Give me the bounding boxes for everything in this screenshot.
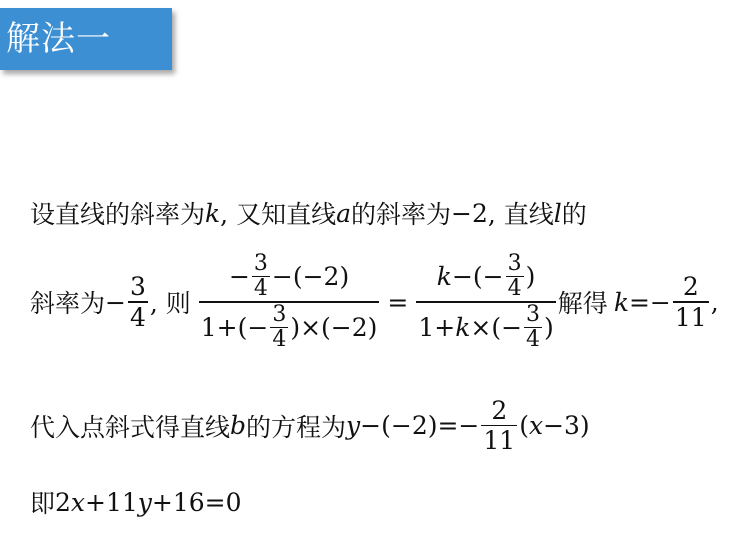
denominator: 4 [253, 276, 268, 302]
text: 即 [30, 489, 56, 518]
numerator: 3 [507, 251, 522, 276]
text-line-3 [30, 396, 590, 455]
text: , [710, 287, 719, 317]
denominator: 4 [507, 276, 522, 302]
text: 2 [55, 487, 71, 517]
text: 代入点斜式得直线 [30, 412, 231, 442]
var-b: b [230, 411, 247, 441]
denominator: 11 [483, 426, 516, 456]
fraction-slope-l [128, 272, 148, 331]
method-banner [0, 8, 172, 70]
var-k: k [455, 312, 471, 342]
text: ( [519, 411, 529, 441]
fraction-rhs [416, 252, 555, 352]
var-k: k [436, 262, 452, 292]
text: −(− [451, 262, 504, 292]
fraction-small [270, 303, 288, 352]
text: )×(−2) [290, 312, 378, 342]
denominator: 4 [526, 327, 541, 353]
text: +11 [85, 487, 138, 517]
numerator: 3 [526, 301, 541, 327]
fraction-small [252, 252, 270, 301]
rhs-denominator [416, 303, 555, 352]
text: 1+ [418, 312, 456, 342]
text-line-4 [30, 484, 242, 520]
equals-minus: =− [628, 287, 671, 317]
text: ×(− [470, 312, 523, 342]
text: 的方程为 [246, 412, 347, 442]
numerator: 3 [129, 272, 146, 302]
text: , 又知直线 [220, 200, 337, 229]
numerator: 2 [491, 396, 508, 425]
var-x: x [528, 411, 544, 441]
text: ) [544, 312, 554, 342]
var-k: k [205, 198, 221, 228]
lhs-numerator [227, 252, 351, 301]
text: 的斜率为 [350, 200, 451, 229]
var-k: k [613, 287, 629, 317]
fraction-result [673, 272, 709, 331]
text: −3) [543, 411, 590, 441]
numerator: 2 [682, 272, 699, 302]
text: 1+(− [200, 312, 269, 342]
text: , 则 [149, 289, 191, 319]
var-x: x [70, 487, 86, 517]
banner-title: 解法一 [6, 19, 111, 59]
var-y: y [346, 411, 361, 441]
value: −2 [451, 198, 488, 228]
minus: − [105, 287, 126, 317]
denominator: 4 [272, 327, 287, 353]
text-line-1 [30, 195, 587, 231]
numerator: 3 [272, 301, 287, 327]
fraction-small [506, 252, 524, 301]
denominator: 4 [129, 302, 146, 332]
text: 的 [561, 200, 587, 229]
text: 斜率为 [30, 289, 106, 319]
var-a: a [336, 198, 351, 228]
equals: = [387, 287, 409, 317]
rhs-numerator [435, 252, 538, 301]
text: +16=0 [151, 487, 242, 517]
minus: − [228, 262, 250, 292]
fraction-lhs [199, 252, 380, 352]
denominator: 11 [674, 302, 707, 332]
text: −(−2)=− [360, 411, 480, 441]
fraction-small [524, 303, 542, 352]
var-y: y [137, 487, 152, 517]
numerator: 3 [253, 251, 268, 276]
text: ) [525, 262, 536, 292]
text-line-2 [30, 252, 719, 352]
text: , 直线 [487, 200, 554, 229]
lhs-denominator [199, 303, 380, 352]
text: −(−2) [271, 262, 350, 292]
fraction-slope-b [481, 396, 517, 455]
var-l: l [553, 198, 562, 228]
text: 设直线的斜率为 [30, 200, 206, 229]
text: 解得 [557, 289, 608, 319]
